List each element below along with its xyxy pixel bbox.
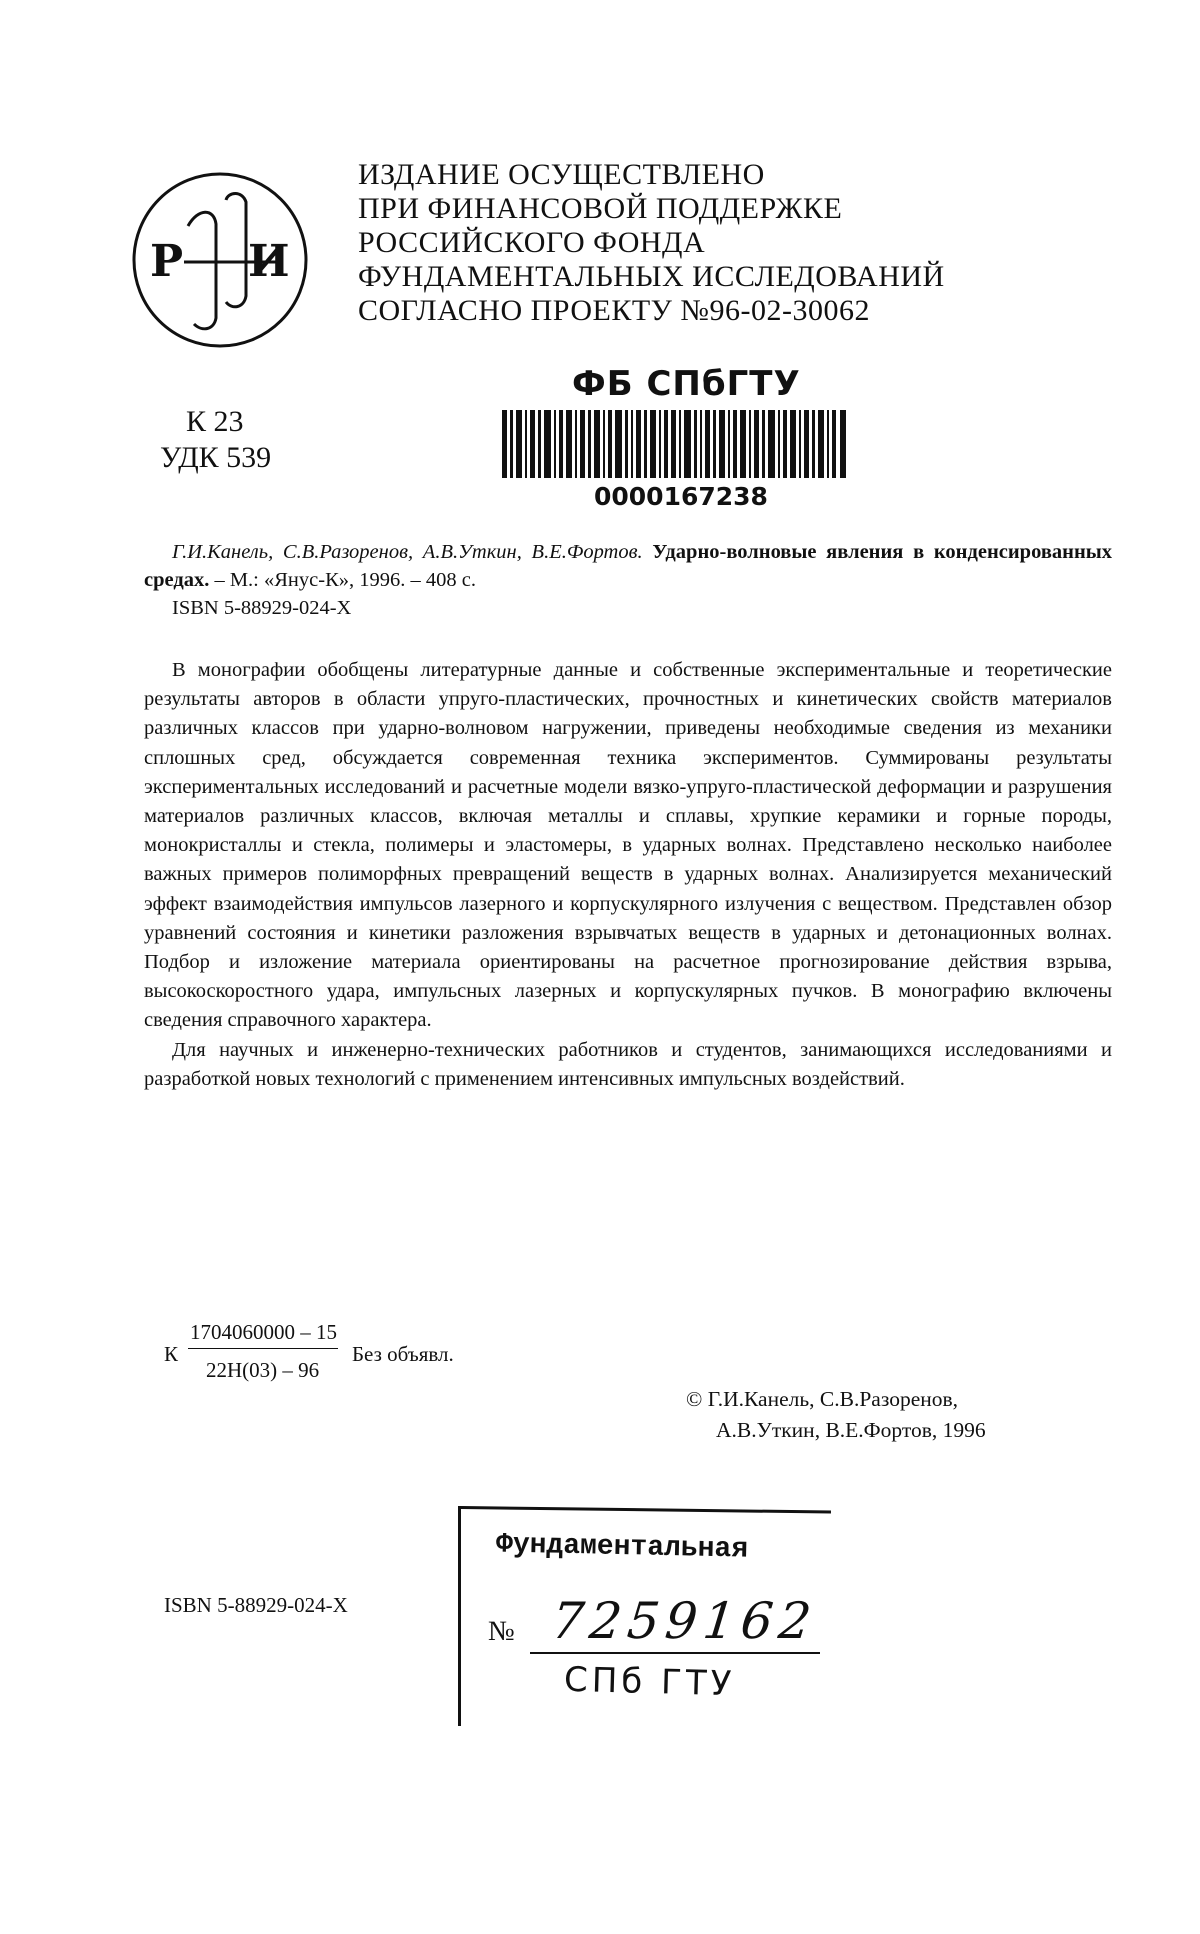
- funding-line: СОГЛАСНО ПРОЕКТУ №96-02-30062: [358, 294, 871, 327]
- isbn-bottom: ISBN 5-88929-024-X: [164, 1593, 348, 1617]
- funding-line: ФУНДАМЕНТАЛЬНЫХ ИССЛЕДОВАНИЙ: [358, 260, 945, 293]
- logo-letter-r: Р: [150, 236, 184, 287]
- bibliographic-reference: [144, 538, 1112, 622]
- stamp-library-name: Фундаментальная: [495, 1529, 749, 1566]
- funding-line: РОССИЙСКОГО ФОНДА: [358, 226, 706, 259]
- stamp-frame-top: [461, 1506, 831, 1514]
- biblio-authors: Г.И.Канель, С.В.Разоренов, А.В.Уткин, В.Е.Фортов.: [172, 541, 643, 563]
- rffi-logo: [128, 168, 312, 352]
- copyright-line: © Г.И.Канель, С.В.Разоренов,: [686, 1387, 959, 1411]
- abstract-paragraph: Для научных и инженерно-технических работников и студентов, занимающихся исследованиями и разработкой новых технологий с применением интенсивных импульсных воздействий.: [144, 1038, 1112, 1090]
- fraction-line: [188, 1348, 338, 1349]
- classification-codes: [160, 404, 360, 476]
- copyright: [686, 1384, 1146, 1446]
- udk-code: УДК 539: [160, 441, 272, 474]
- catalog-note: Без объявл.: [352, 1342, 454, 1366]
- catalog-prefix: К: [164, 1342, 179, 1366]
- catalog-index: [164, 1320, 584, 1400]
- barcode: [502, 410, 846, 478]
- abstract-paragraph: В монографии обобщены литературные данные и собственные экспериментальные и теоретические результаты авторов в области упруго-пластических, прочностных и кинетических свойств материалов различных классов при ударно-волновом нагружении, приведены необходимые сведения из механики сплошных сред, обсуждается современная техника экспериментов. Суммированы результаты экспериментальных исследований и расчетные модели вязко-упруго-пластической деформации и разрушения материалов различных классов, включая металлы и сплавы, хрупкие керамики и горные породы, монокристаллы и стекла, полимеры и эластомеры, в ударных волнах. Представлено несколько наиболее важных примеров полиморфных превращений веществ в ударных волнах. Анализируется механический эффект взаимодействия импульсов лазерного и корпускулярного излучения с веществом. Представлен обзор уравнений состояния и кинетики разложения взрывчатых веществ в ударных и детонационных волнах. Подбор и изложение материала ориентированы на расчетное прогнозирование действия взрыва, высокоскоростного удара, импульсных лазерных и корпускулярных пучков. В монографию включены сведения справочного характера.: [144, 659, 1112, 1032]
- stamp-underline: [530, 1652, 820, 1654]
- catalog-denominator: 22Н(03) – 96: [206, 1358, 320, 1382]
- logo-letter-i: И: [248, 236, 290, 287]
- catalog-numerator: 1704060000 – 15: [190, 1320, 337, 1344]
- copyright-line: А.В.Уткин, В.Е.Фортов, 1996: [716, 1418, 986, 1442]
- biblio-isbn: ISBN 5-88929-024-X: [172, 597, 352, 619]
- stamp-frame-left: [458, 1506, 461, 1726]
- barcode-number: 0000167238: [594, 482, 768, 511]
- bbk-code: К 23: [186, 405, 244, 438]
- funding-line: ИЗДАНИЕ ОСУЩЕСТВЛЕНО: [358, 158, 765, 191]
- library-code: ФБ СПбГТУ: [572, 364, 801, 404]
- abstract: [144, 656, 1112, 1094]
- stamp-number-label: №: [488, 1616, 515, 1647]
- stamp-university: СПб ГТУ: [563, 1659, 736, 1705]
- funding-statement: [358, 158, 1138, 328]
- biblio-title: Ударно-волновые явления в конденсированных средах.: [144, 541, 1113, 591]
- stamp-handwritten-number: 7259162: [548, 1592, 820, 1650]
- biblio-imprint: – М.: «Янус-К», 1996. – 408 с.: [209, 569, 476, 591]
- funding-line: ПРИ ФИНАНСОВОЙ ПОДДЕРЖКЕ: [358, 192, 843, 225]
